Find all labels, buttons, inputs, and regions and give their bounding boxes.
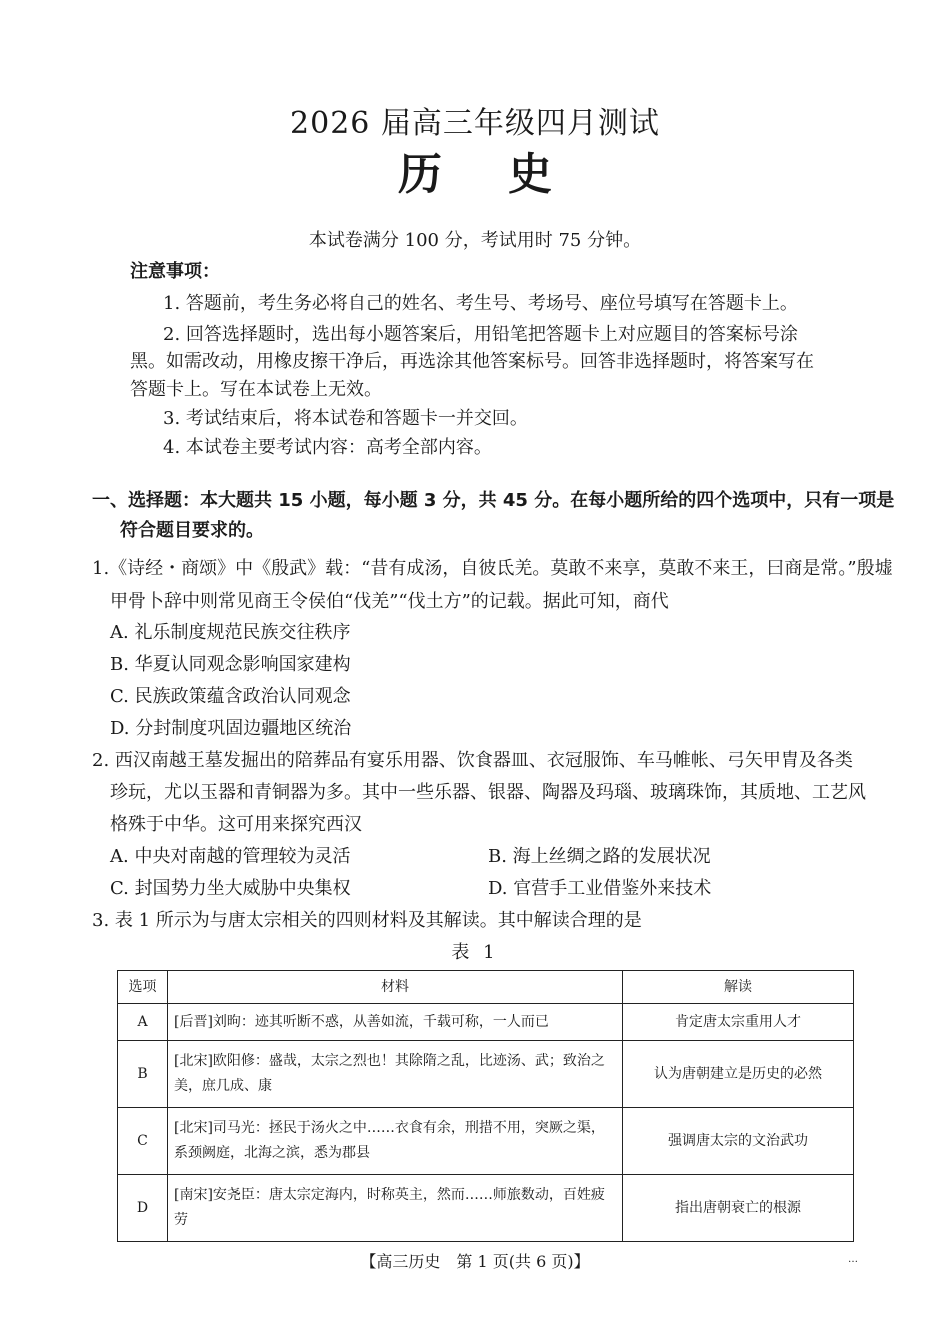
question-1-option-b: B. 华夏认同观念影响国家建构 bbox=[110, 654, 351, 675]
table-cell-material: [后晋]刘昫：迹其听断不惑，从善如流，千载可称，一人而已 bbox=[168, 1004, 623, 1041]
table-header-row bbox=[118, 971, 854, 1004]
table-header-interpretation: 解读 bbox=[623, 971, 854, 1004]
table-row bbox=[118, 1041, 854, 1108]
score-line: 本试卷满分 100 分，考试用时 75 分钟。 bbox=[308, 230, 642, 251]
question-1-option-d: D. 分封制度巩固边疆地区统治 bbox=[110, 718, 352, 739]
notice-item-3: 3. 考试结束后，将本试卷和答题卡一并交回。 bbox=[163, 408, 528, 429]
question-1-option-c: C. 民族政策蕴含政治认同观念 bbox=[110, 686, 351, 707]
table-cell-option: C bbox=[118, 1108, 168, 1175]
section-heading-cont: 符合题目要求的。 bbox=[120, 520, 264, 541]
table-row bbox=[118, 1175, 854, 1242]
corner-mark: … bbox=[848, 1254, 858, 1265]
question-1-stem-line1: 1.《诗经・商颂》中《殷武》载：“昔有成汤，自彼氐羌。莫敢不来享，莫敢不来王，曰商是常。”殷墟 bbox=[92, 558, 893, 579]
table-cell-option: B bbox=[118, 1041, 168, 1108]
table-row bbox=[118, 1108, 854, 1175]
page-footer: 【高三历史 第 1 页(共 6 页)】 bbox=[360, 1252, 590, 1271]
table-row bbox=[118, 1004, 854, 1041]
notice-item-2-cont: 黑。如需改动，用橡皮擦干净后，再选涂其他答案标号。回答非选择题时，将答案写在 bbox=[130, 351, 814, 372]
notice-item-2-cont2: 答题卡上。写在本试卷上无效。 bbox=[130, 379, 382, 400]
table-cell-option: D bbox=[118, 1175, 168, 1242]
question-2-option-b: B. 海上丝绸之路的发展状况 bbox=[488, 846, 711, 867]
exam-title: 2026 届高三年级四月测试 bbox=[290, 106, 660, 141]
question-2-option-d: D. 官营手工业借鉴外来技术 bbox=[488, 878, 712, 899]
question-3-stem: 3. 表 1 所示为与唐太宗相关的四则材料及其解读。其中解读合理的是 bbox=[92, 910, 642, 931]
question-1-option-a: A. 礼乐制度规范民族交往秩序 bbox=[110, 622, 351, 643]
question-2-option-c: C. 封国势力坐大威胁中央集权 bbox=[110, 878, 351, 899]
section-heading: 一、选择题：本大题共 15 小题，每小题 3 分，共 45 分。在每小题所给的四个选项中，只有一项是 bbox=[92, 490, 895, 511]
question-2-stem-line3: 格殊于中华。这可用来探究西汉 bbox=[110, 814, 362, 835]
table-header-material: 材料 bbox=[168, 971, 623, 1004]
table-cell-material: [北宋]司马光：拯民于汤火之中……衣食有余，刑措不用，突厥之渠，系颈阙庭，北海之滨，悉为郡县 bbox=[168, 1108, 623, 1175]
table-cell-interpretation: 强调唐太宗的文治武功 bbox=[623, 1108, 854, 1175]
subject-title: 历史 bbox=[398, 149, 618, 200]
table-cell-material: [北宋]欧阳修：盛哉，太宗之烈也！其除隋之乱，比迹汤、武；致治之美，庶几成、康 bbox=[168, 1041, 623, 1108]
question-2-option-a: A. 中央对南越的管理较为灵活 bbox=[110, 846, 351, 867]
question-1-stem-line2: 甲骨卜辞中则常见商王令侯伯“伐羌”“伐土方”的记载。据此可知，商代 bbox=[110, 591, 669, 612]
question-2-stem-line2: 珍玩，尤以玉器和青铜器为多。其中一些乐器、银器、陶器及玛瑙、玻璃珠饰，其质地、工艺风 bbox=[110, 782, 866, 803]
table-cell-interpretation: 认为唐朝建立是历史的必然 bbox=[623, 1041, 854, 1108]
table-cell-option: A bbox=[118, 1004, 168, 1041]
question-2-stem-line1: 2. 西汉南越王墓发掘出的陪葬品有宴乐用器、饮食器皿、衣冠服饰、车马帷帐、弓矢甲胄及各类 bbox=[92, 750, 853, 771]
table-cell-material: [南宋]安尧臣：唐太宗定海内，时称英主，然而……师旅数动，百姓疲劳 bbox=[168, 1175, 623, 1242]
table-caption: 表 1 bbox=[451, 942, 499, 963]
table-cell-interpretation: 肯定唐太宗重用人才 bbox=[623, 1004, 854, 1041]
notice-heading: 注意事项： bbox=[130, 261, 220, 282]
notice-item-1: 1. 答题前，考生务必将自己的姓名、考生号、考场号、座位号填写在答题卡上。 bbox=[163, 293, 798, 314]
material-table bbox=[117, 970, 854, 1242]
notice-item-4: 4. 本试卷主要考试内容：高考全部内容。 bbox=[163, 437, 492, 458]
table-header-option: 选项 bbox=[118, 971, 168, 1004]
table-cell-interpretation: 指出唐朝衰亡的根源 bbox=[623, 1175, 854, 1242]
notice-item-2: 2. 回答选择题时，选出每小题答案后，用铅笔把答题卡上对应题目的答案标号涂 bbox=[163, 324, 798, 345]
